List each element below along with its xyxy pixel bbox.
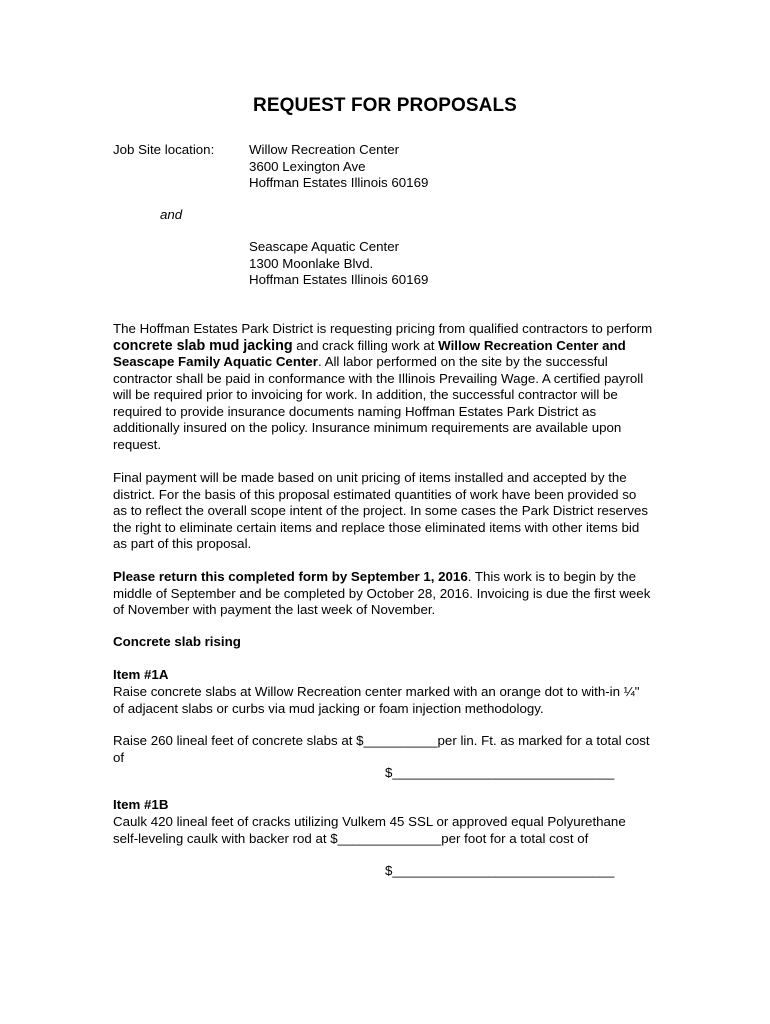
intro-scope-bold: concrete slab mud jacking xyxy=(113,337,293,354)
location-1-city: Hoffman Estates Illinois 60169 xyxy=(249,175,429,190)
location-2-street: 1300 Moonlake Blvd. xyxy=(249,255,374,271)
and-connector: and xyxy=(160,207,183,222)
item-1b-description: Caulk 420 lineal feet of cracks utilizing Vulkem 45 SSL or approved equal Polyurethane self-leveling caulk with backer rod at $______________per foot for a total cost of xyxy=(113,814,626,846)
item-1b-title: Item #1B xyxy=(113,797,169,812)
section-heading: Concrete slab rising xyxy=(113,634,241,649)
location-1-address xyxy=(249,142,428,192)
item-1a-pricing: Raise 260 lineal feet of concrete slabs at $__________per lin. Ft. as marked for a total cost of xyxy=(113,733,650,765)
deadline-bold: Please return this completed form by September 1, 2016 xyxy=(113,569,468,584)
job-site-label: Job Site location: xyxy=(113,142,215,157)
item-1a-total-line: $______________________________ xyxy=(385,765,615,780)
item-1b-total-line: $______________________________ xyxy=(385,863,615,878)
deadline-paragraph xyxy=(113,569,653,619)
item-1a-title: Item #1A xyxy=(113,667,169,682)
location-2-name: Seascape Aquatic Center xyxy=(249,239,400,254)
intro-paragraph xyxy=(113,321,653,453)
location-2-address xyxy=(249,239,428,289)
page-title: REQUEST FOR PROPOSALS xyxy=(253,95,517,116)
payment-paragraph: Final payment will be made based on unit pricing of items installed and accepted by the district. For the basis of this proposal estimated quantities of work have been provided so as to reflect the overall scope intent of the project. In some cases the Park District reserves the right to eliminate certain items and replace those eliminated items with other items bid as part of this proposal. xyxy=(113,470,649,551)
deadline-text: . This work is to begin by the middle of September and be completed by October 28, 2016. Invoicing is due the first week of November with payment the last week of November. xyxy=(113,569,651,617)
location-1-name: Willow Recreation Center xyxy=(249,142,400,157)
item-1a-description: Raise concrete slabs at Willow Recreation center marked with an orange dot to with-in ¼" of adjacent slabs or curbs via mud jacking or foam injection methodology. xyxy=(113,684,640,716)
intro-text-2: and crack filling work at xyxy=(292,337,439,353)
intro-text-1: The Hoffman Estates Park District is requesting pricing from qualified contractors to perform xyxy=(113,321,653,336)
location-1-street: 3600 Lexington Ave xyxy=(249,158,366,174)
location-2-city: Hoffman Estates Illinois 60169 xyxy=(249,272,429,287)
intro-text-3: . All labor performed on the site by the successful contractor shall be paid in conformance with the Illinois Prevailing Wage. A certified payroll will be required prior to invoicing for work. In addition, the successful contractor will be required to provide insurance documents naming Hoffman Estates Park District as additionally insured on the policy. Insurance minimum requirements are available upon request. xyxy=(113,354,644,452)
intro-sites-bold: Willow Recreation Center and Seascape Family Aquatic Center xyxy=(113,337,626,369)
